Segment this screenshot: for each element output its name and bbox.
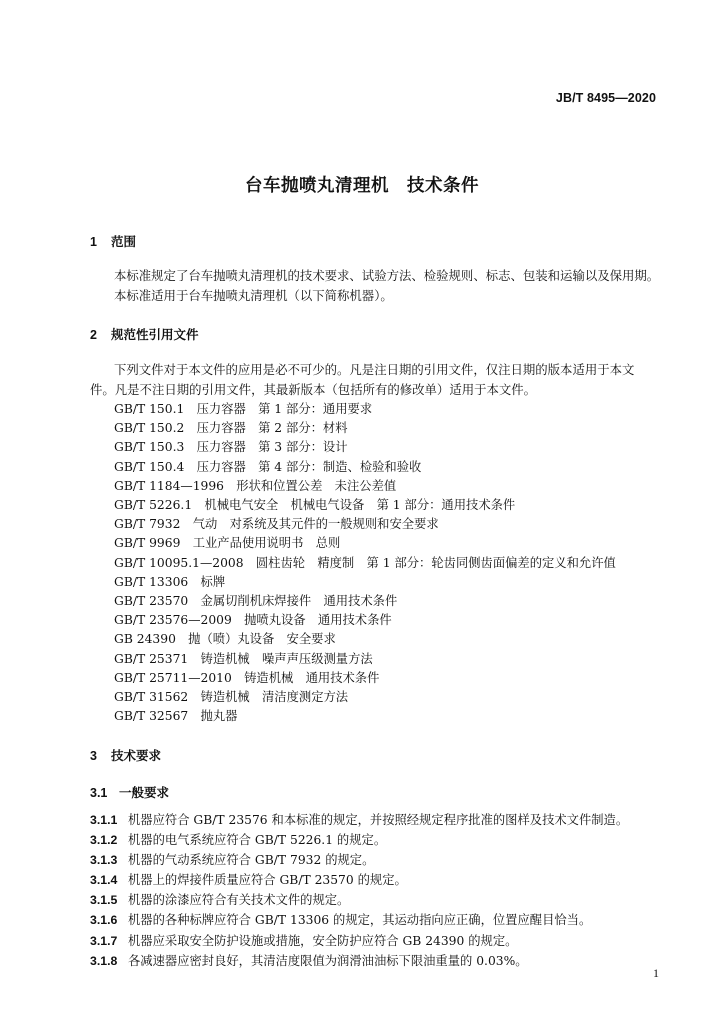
reference-item: GB/T 1184—1996 形状和位置公差 未注公差值 <box>114 478 397 493</box>
clause-number: 3.1.3 <box>90 853 118 868</box>
reference-list <box>114 400 616 726</box>
reference-item: GB/T 150.3 压力容器 第 3 部分：设计 <box>114 440 348 455</box>
clause-number: 3.1.8 <box>90 953 118 968</box>
scope-paragraph-2: 本标准适用于台车抛喷丸清理机（以下简称机器）。 <box>114 288 393 303</box>
clause-item <box>90 951 628 971</box>
clause-item <box>90 870 628 890</box>
reference-item: GB/T 23570 金属切削机床焊接件 通用技术条件 <box>114 594 398 609</box>
clause-text: 机器应采取安全防护设施或措施，安全防护应符合 GB 24390 的规定。 <box>128 933 518 948</box>
reference-item: GB 24390 抛（喷）丸设备 安全要求 <box>114 632 336 647</box>
clause-number: 3.1.7 <box>90 933 118 948</box>
clause-number: 3.1.5 <box>90 893 118 908</box>
clause-list <box>90 810 628 971</box>
reference-item: GB/T 32567 抛丸器 <box>114 709 238 724</box>
clause-item <box>90 830 628 850</box>
document-title: 台车抛喷丸清理机 技术条件 <box>245 176 479 196</box>
clause-number: 3.1.6 <box>90 913 118 928</box>
clause-text: 机器的涂漆应符合有关技术文件的规定。 <box>128 893 350 908</box>
reference-item: GB/T 5226.1 机械电气安全 机械电气设备 第 1 部分：通用技术条件 <box>114 498 516 513</box>
scope-paragraph-1: 本标准规定了台车抛喷丸清理机的技术要求、试验方法、检验规则、标志、包装和运输以及保用期。 <box>114 268 660 283</box>
reference-item: GB/T 13306 标牌 <box>114 574 226 589</box>
reference-item: GB/T 10095.1—2008 圆柱齿轮 精度制 第 1 部分：轮齿同侧齿面偏差的定义和允许值 <box>114 555 616 570</box>
reference-item: GB/T 9969 工业产品使用说明书 总则 <box>114 536 341 551</box>
section-title: 规范性引用文件 <box>111 327 199 342</box>
clause-text: 机器的各种标牌应符合 GB/T 13306 的规定，其运动指向应正确，位置应醒目恰当。 <box>128 913 592 928</box>
reference-item: GB/T 25711—2010 铸造机械 通用技术条件 <box>114 670 380 685</box>
section-title: 一般要求 <box>119 785 170 800</box>
references-intro-line-1: 下列文件对于本文件的应用是必不可少的。凡是注日期的引用文件，仅注日期的版本适用于本文 <box>114 362 635 377</box>
clause-item <box>90 910 628 930</box>
references-intro-line-2: 件。凡是不注日期的引用文件，其最新版本（包括所有的修改单）适用于本文件。 <box>90 382 537 397</box>
clause-item <box>90 931 628 951</box>
clause-text: 机器的电气系统应符合 GB/T 5226.1 的规定。 <box>128 833 387 848</box>
clause-item <box>90 810 628 830</box>
reference-item: GB/T 23576—2009 抛喷丸设备 通用技术条件 <box>114 613 392 628</box>
section-number: 3.1 <box>90 786 108 800</box>
section-1-heading <box>90 232 136 250</box>
section-number: 1 <box>90 235 97 249</box>
section-2-heading <box>90 325 199 343</box>
reference-item: GB/T 150.1 压力容器 第 1 部分：通用要求 <box>114 402 373 416</box>
clause-number: 3.1.2 <box>90 833 118 848</box>
reference-item: GB/T 150.2 压力容器 第 2 部分：材料 <box>114 421 348 436</box>
page-number: 1 <box>653 966 659 980</box>
clause-text: 机器的气动系统应符合 GB/T 7932 的规定。 <box>128 853 375 868</box>
clause-number: 3.1.4 <box>90 873 118 888</box>
clause-text: 各减速器应密封良好，其清洁度限值为润滑油油标下限油重量的 0.03%。 <box>128 953 528 968</box>
clause-number: 3.1.1 <box>90 813 118 827</box>
clause-item <box>90 850 628 870</box>
reference-item: GB/T 25371 铸造机械 噪声声压级测量方法 <box>114 651 373 666</box>
section-3-1-heading <box>90 783 169 801</box>
clause-text: 机器应符合 GB/T 23576 和本标准的规定，并按照经规定程序批准的图样及技术文件制造。 <box>128 813 629 827</box>
reference-item: GB/T 150.4 压力容器 第 4 部分：制造、检验和验收 <box>114 459 422 474</box>
section-number: 3 <box>90 749 97 763</box>
section-number: 2 <box>90 328 97 342</box>
section-title: 技术要求 <box>111 748 162 763</box>
section-title: 范围 <box>111 234 137 249</box>
clause-item <box>90 890 628 910</box>
standard-number: JB/T 8495—2020 <box>555 91 656 105</box>
reference-item: GB/T 31562 铸造机械 清洁度测定方法 <box>114 690 349 705</box>
reference-item: GB/T 7932 气动 对系统及其元件的一般规则和安全要求 <box>114 517 439 532</box>
clause-text: 机器上的焊接件质量应符合 GB/T 23570 的规定。 <box>128 873 407 888</box>
section-3-heading <box>90 746 161 764</box>
